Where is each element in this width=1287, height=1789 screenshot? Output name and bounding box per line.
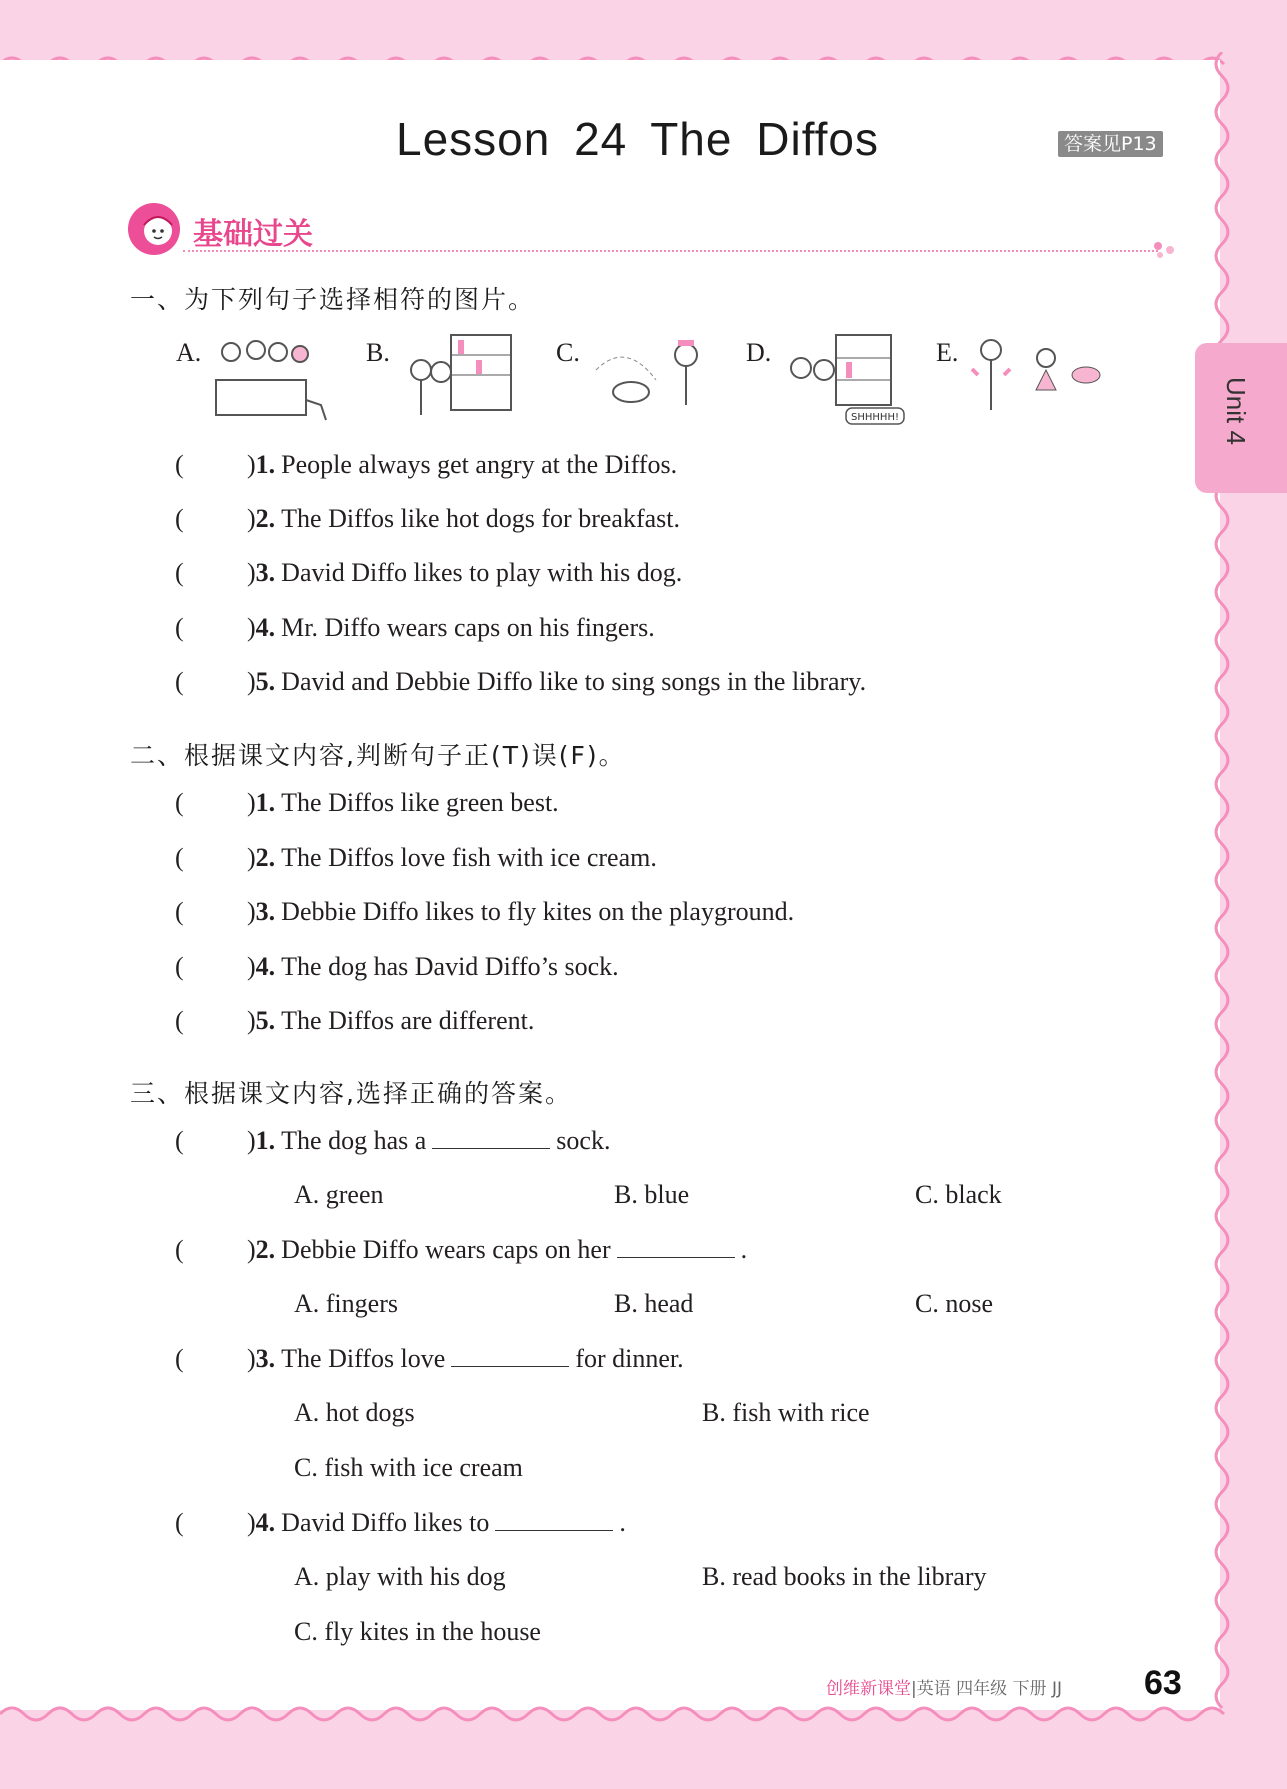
option-b[interactable]: B. head — [614, 1289, 694, 1318]
answer-paren-close: ) — [247, 450, 256, 479]
option-a[interactable]: A. green — [294, 1180, 384, 1209]
item-text: People always get angry at the Diffos. — [281, 450, 678, 479]
part2-item — [175, 843, 657, 873]
part1-heading: 一、为下列句子选择相符的图片。 — [130, 285, 536, 314]
family-with-caps-illustration-icon — [966, 330, 1106, 425]
answer-paren-close: ) — [247, 1235, 256, 1264]
part2-heading: 二、根据课文内容,判断句子正(T)误(F)。 — [130, 741, 626, 770]
answer-paren-open[interactable]: ( — [175, 613, 184, 642]
item-text: Debbie Diffo wears caps on her — [281, 1235, 611, 1264]
part3-item — [175, 1508, 626, 1538]
teacher-avatar-icon — [128, 203, 180, 255]
dots-decoration-icon — [1152, 241, 1178, 259]
part1-item — [175, 558, 682, 588]
option-b[interactable]: B. read books in the library — [702, 1562, 987, 1591]
answer-paren-close: ) — [247, 952, 256, 981]
answer-paren-close: ) — [247, 843, 256, 872]
item-number: 4. — [255, 613, 276, 642]
item-number: 5. — [255, 667, 276, 696]
picture-letter: B. — [366, 338, 390, 367]
fill-blank[interactable] — [432, 1126, 550, 1149]
item-number: 3. — [255, 558, 276, 587]
item-number: 5. — [255, 1006, 276, 1035]
answer-paren-open[interactable]: ( — [175, 558, 184, 587]
item-text: sock. — [556, 1126, 611, 1155]
page-number: 63 — [1144, 1664, 1182, 1702]
footer-brand — [826, 1674, 1062, 1699]
part1-item — [175, 450, 677, 480]
item-text: The dog has a — [281, 1126, 427, 1155]
boy-and-dog-illustration-icon — [586, 330, 716, 425]
footer-brand-name: 创维新课堂 — [826, 1679, 911, 1699]
family-at-table-illustration-icon — [206, 330, 336, 425]
answer-paren-close: ) — [247, 897, 256, 926]
wavy-border-bottom — [0, 1702, 1287, 1726]
item-text: Mr. Diffo wears caps on his fingers. — [281, 613, 655, 642]
picture-letter: A. — [176, 338, 202, 367]
item-number: 4. — [255, 1508, 276, 1537]
item-text: Debbie Diffo likes to fly kites on the playground. — [281, 897, 795, 926]
option-a[interactable]: A. fingers — [294, 1289, 398, 1318]
item-text: David Diffo likes to — [281, 1508, 490, 1537]
answer-paren-open[interactable]: ( — [175, 667, 184, 696]
answer-paren-close: ) — [247, 1508, 256, 1537]
part3-heading: 三、根据课文内容,选择正确的答案。 — [130, 1079, 572, 1108]
option-c[interactable]: C. fly kites in the house — [294, 1617, 541, 1646]
answer-paren-open[interactable]: ( — [175, 450, 184, 479]
dotted-divider — [183, 250, 1158, 252]
page-title: Lesson 24 The Diffos — [395, 113, 880, 165]
shh-caption: SHHHHH! — [851, 412, 899, 423]
picture-letter: C. — [556, 338, 580, 367]
item-number: 1. — [255, 1126, 276, 1155]
item-text: . — [740, 1235, 748, 1264]
part2-item — [175, 897, 794, 927]
item-number: 3. — [255, 1344, 276, 1373]
picture-options — [176, 330, 1126, 430]
answer-paren-close: ) — [247, 788, 256, 817]
part2-item — [175, 1006, 534, 1036]
option-a[interactable]: A. play with his dog — [294, 1562, 506, 1591]
item-text: . — [619, 1508, 626, 1537]
option-c[interactable]: C. nose — [915, 1289, 993, 1318]
part2-item — [175, 788, 559, 818]
item-text: David Diffo likes to play with his dog. — [281, 558, 683, 587]
answer-paren-open[interactable]: ( — [175, 952, 184, 981]
answer-paren-open[interactable]: ( — [175, 1508, 184, 1537]
answer-paren-close: ) — [247, 558, 256, 587]
library-kids-illustration-icon — [396, 330, 526, 425]
picture-letter: E. — [936, 338, 959, 367]
answer-paren-open[interactable]: ( — [175, 1235, 184, 1264]
fill-blank[interactable] — [495, 1508, 613, 1531]
unit-tab-label: Unit 4 — [1221, 377, 1251, 445]
answer-paren-open[interactable]: ( — [175, 504, 184, 533]
answer-paren-open[interactable]: ( — [175, 897, 184, 926]
part2-item — [175, 952, 619, 982]
answer-reference-badge: 答案见P13 — [1058, 131, 1163, 157]
item-number: 2. — [255, 1235, 276, 1264]
part1-item — [175, 667, 866, 697]
answer-paren-close: ) — [247, 1006, 256, 1035]
option-b[interactable]: B. blue — [614, 1180, 690, 1209]
option-b[interactable]: B. fish with rice — [702, 1398, 870, 1427]
footer-book-info: 英语 四年级 下册 JJ — [916, 1679, 1062, 1699]
part3-item — [175, 1235, 747, 1265]
option-c[interactable]: C. fish with ice cream — [294, 1453, 523, 1482]
picture-letter: D. — [746, 338, 772, 367]
section-header — [128, 203, 1178, 255]
item-number: 2. — [255, 843, 276, 872]
answer-paren-close: ) — [247, 504, 256, 533]
answer-paren-open[interactable]: ( — [175, 1006, 184, 1035]
unit-tab[interactable] — [1195, 343, 1287, 493]
section-title: 基础过关 — [193, 217, 313, 252]
item-text: The Diffos are different. — [281, 1006, 535, 1035]
fill-blank[interactable] — [617, 1235, 735, 1258]
fill-blank[interactable] — [451, 1344, 569, 1367]
library-shh-illustration-icon — [776, 330, 916, 430]
answer-paren-open[interactable]: ( — [175, 843, 184, 872]
part3-item — [175, 1344, 684, 1374]
answer-paren-open[interactable]: ( — [175, 1126, 184, 1155]
item-text: The Diffos love fish with ice cream. — [281, 843, 657, 872]
part1-item — [175, 613, 655, 643]
option-a[interactable]: A. hot dogs — [294, 1398, 415, 1427]
part3-item — [175, 1126, 610, 1156]
item-text: The dog has David Diffo’s sock. — [281, 952, 619, 981]
item-text: for dinner. — [575, 1344, 684, 1373]
answer-paren-open[interactable]: ( — [175, 1344, 184, 1373]
answer-paren-open[interactable]: ( — [175, 788, 184, 817]
answer-paren-close: ) — [247, 1344, 256, 1373]
item-number: 2. — [255, 504, 276, 533]
footer-separator: | — [911, 1679, 917, 1699]
item-number: 1. — [255, 450, 276, 479]
item-number: 3. — [255, 897, 276, 926]
part1-item — [175, 504, 680, 534]
item-number: 4. — [255, 952, 276, 981]
item-number: 1. — [255, 788, 276, 817]
item-text: The Diffos love — [281, 1344, 446, 1373]
answer-paren-close: ) — [247, 1126, 256, 1155]
wavy-border-right — [1210, 52, 1234, 1726]
option-c[interactable]: C. black — [915, 1180, 1002, 1209]
answer-paren-close: ) — [247, 613, 256, 642]
item-text: The Diffos like green best. — [281, 788, 559, 817]
item-text: The Diffos like hot dogs for breakfast. — [281, 504, 680, 533]
item-text: David and Debbie Diffo like to sing songs in the library. — [281, 667, 867, 696]
answer-paren-close: ) — [247, 667, 256, 696]
